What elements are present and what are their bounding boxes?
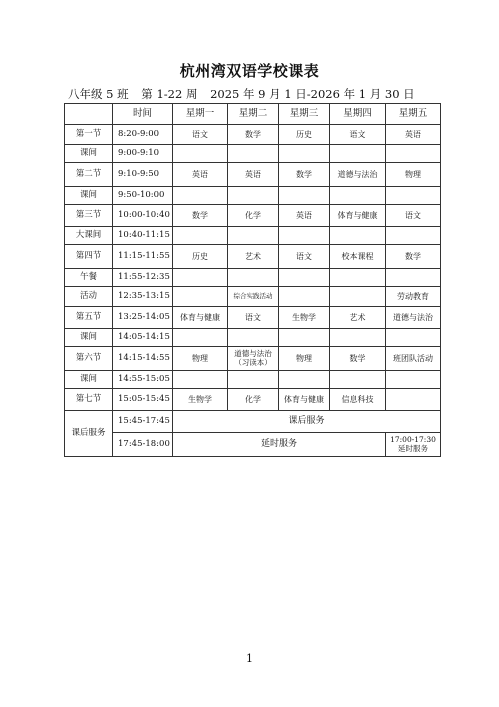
subject-cell: 班团队活动 [386, 347, 441, 371]
time-cell: 15:45-17:45 [113, 411, 173, 433]
header-mon: 星期一 [173, 104, 228, 125]
time-cell: 14:15-14:55 [113, 347, 173, 371]
subject-cell: 信息科技 [330, 389, 386, 411]
subject-cell [279, 187, 330, 205]
period-cell: 第五节 [65, 307, 113, 329]
table-row [65, 307, 441, 329]
subject-cell: 语文 [228, 307, 279, 329]
subject-line: 道德与法治 [234, 348, 272, 358]
subject-cell [228, 329, 279, 347]
period-cell: 课间 [65, 329, 113, 347]
table-row [65, 389, 441, 411]
subject-cell [330, 187, 386, 205]
subject-cell: 道德与法治 [330, 163, 386, 187]
subject-cell [279, 329, 330, 347]
subject-cell [279, 269, 330, 287]
subject-cell: 体育与健康 [330, 205, 386, 227]
period-cell: 第七节 [65, 389, 113, 411]
extended-service-fri [386, 433, 441, 457]
subject-cell [173, 227, 228, 245]
time-cell: 10:40-11:15 [113, 227, 173, 245]
subject-cell [330, 329, 386, 347]
subject-cell: 艺术 [228, 245, 279, 269]
subject-cell: 数学 [173, 205, 228, 227]
period-cell: 午餐 [65, 269, 113, 287]
subject-cell: 物理 [386, 163, 441, 187]
table-row [65, 371, 441, 389]
timetable [64, 103, 441, 457]
header-tue: 星期二 [228, 104, 279, 125]
after-school-row-2 [65, 433, 441, 457]
table-row [65, 145, 441, 163]
after-school-label: 课后服务 [65, 411, 113, 457]
subject-cell [279, 287, 330, 307]
period-cell: 第二节 [65, 163, 113, 187]
header-time: 时间 [113, 104, 173, 125]
subject-cell: 生物学 [279, 307, 330, 329]
subject-cell: 英语 [386, 125, 441, 145]
table-row [65, 227, 441, 245]
time-cell: 8:20-9:00 [113, 125, 173, 145]
period-cell: 课间 [65, 371, 113, 389]
fri-time: 17:00-17:30 [390, 434, 436, 444]
week-range: 第 1-22 周 [141, 87, 198, 101]
page-title: 杭州湾双语学校课表 [179, 62, 320, 80]
subject-cell [228, 371, 279, 389]
subject-cell: 生物学 [173, 389, 228, 411]
subject-cell [228, 227, 279, 245]
subject-cell [173, 145, 228, 163]
header-row [65, 104, 441, 125]
subject-cell: 英语 [228, 163, 279, 187]
subject-cell [330, 371, 386, 389]
time-cell: 11:15-11:55 [113, 245, 173, 269]
subject-cell [279, 227, 330, 245]
subject-cell: 历史 [173, 245, 228, 269]
table-row [65, 269, 441, 287]
header-thu: 星期四 [330, 104, 386, 125]
subject-cell: 物理 [173, 347, 228, 371]
subject-cell [330, 227, 386, 245]
subject-cell [330, 145, 386, 163]
table-row [65, 245, 441, 269]
period-cell: 大课间 [65, 227, 113, 245]
subject-cell: 艺术 [330, 307, 386, 329]
subject-cell: 数学 [330, 347, 386, 371]
header-fri: 星期五 [386, 104, 441, 125]
subject-cell: 语文 [173, 125, 228, 145]
date-range: 2025 年 9 月 1 日-2026 年 1 月 30 日 [210, 87, 415, 101]
header-corner [65, 104, 113, 125]
subject-cell: 英语 [279, 205, 330, 227]
table-row [65, 163, 441, 187]
subject-cell: 数学 [279, 163, 330, 187]
subject-cell [330, 269, 386, 287]
subject-cell: 化学 [228, 389, 279, 411]
subject-cell [279, 145, 330, 163]
subject-cell [386, 329, 441, 347]
subject-cell: 体育与健康 [173, 307, 228, 329]
extended-service: 延时服务 [173, 433, 386, 457]
subject-cell [330, 287, 386, 307]
header-wed: 星期三 [279, 104, 330, 125]
time-cell: 15:05-15:45 [113, 389, 173, 411]
subject-cell: 语文 [279, 245, 330, 269]
period-cell: 课间 [65, 187, 113, 205]
grade-class: 八年级 5 班 [68, 87, 129, 101]
subject-cell [228, 347, 279, 371]
subject-cell [173, 329, 228, 347]
subject-cell: 语文 [330, 125, 386, 145]
subject-cell [173, 287, 228, 307]
subject-note: （习读本） [234, 357, 272, 367]
time-cell: 10:00-10:40 [113, 205, 173, 227]
table-row [65, 347, 441, 371]
subject-cell [386, 389, 441, 411]
subject-cell [173, 371, 228, 389]
subject-cell [386, 227, 441, 245]
schedule-subtitle [68, 86, 424, 102]
period-cell: 第三节 [65, 205, 113, 227]
subject-cell [173, 187, 228, 205]
time-cell: 9:50-10:00 [113, 187, 173, 205]
after-school-row-1 [65, 411, 441, 433]
subject-cell: 数学 [386, 245, 441, 269]
time-cell: 17:45-18:00 [113, 433, 173, 457]
subject-cell [386, 145, 441, 163]
subject-cell [228, 187, 279, 205]
period-cell: 课间 [65, 145, 113, 163]
subject-cell: 数学 [228, 125, 279, 145]
table-row [65, 329, 441, 347]
subject-cell [228, 269, 279, 287]
subject-cell: 物理 [279, 347, 330, 371]
period-cell: 第一节 [65, 125, 113, 145]
subject-cell [386, 269, 441, 287]
subject-cell [386, 371, 441, 389]
period-cell: 第四节 [65, 245, 113, 269]
table-row [65, 205, 441, 227]
time-cell: 14:05-14:15 [113, 329, 173, 347]
time-cell: 9:10-9:50 [113, 163, 173, 187]
period-cell: 第六节 [65, 347, 113, 371]
time-cell: 14:55-15:05 [113, 371, 173, 389]
subject-cell: 校本课程 [330, 245, 386, 269]
subject-cell [279, 371, 330, 389]
after-school-service: 课后服务 [173, 411, 441, 433]
subject-cell: 劳动教育 [386, 287, 441, 307]
subject-cell: 英语 [173, 163, 228, 187]
subject-cell: 综合实践活动 [228, 287, 279, 307]
time-cell: 11:55-12:35 [113, 269, 173, 287]
subject-cell [386, 187, 441, 205]
table-row [65, 187, 441, 205]
time-cell: 12:35-13:15 [113, 287, 173, 307]
subject-cell: 化学 [228, 205, 279, 227]
subject-cell [228, 145, 279, 163]
subject-cell: 历史 [279, 125, 330, 145]
time-cell: 13:25-14:05 [113, 307, 173, 329]
subject-cell [173, 269, 228, 287]
subject-cell: 体育与健康 [279, 389, 330, 411]
table-row [65, 287, 441, 307]
subject-cell: 道德与法治 [386, 307, 441, 329]
period-cell: 活动 [65, 287, 113, 307]
page-number: 1 [246, 652, 253, 665]
subject-cell: 语文 [386, 205, 441, 227]
table-row [65, 125, 441, 145]
fri-label: 延时服务 [398, 443, 428, 453]
time-cell: 9:00-9:10 [113, 145, 173, 163]
